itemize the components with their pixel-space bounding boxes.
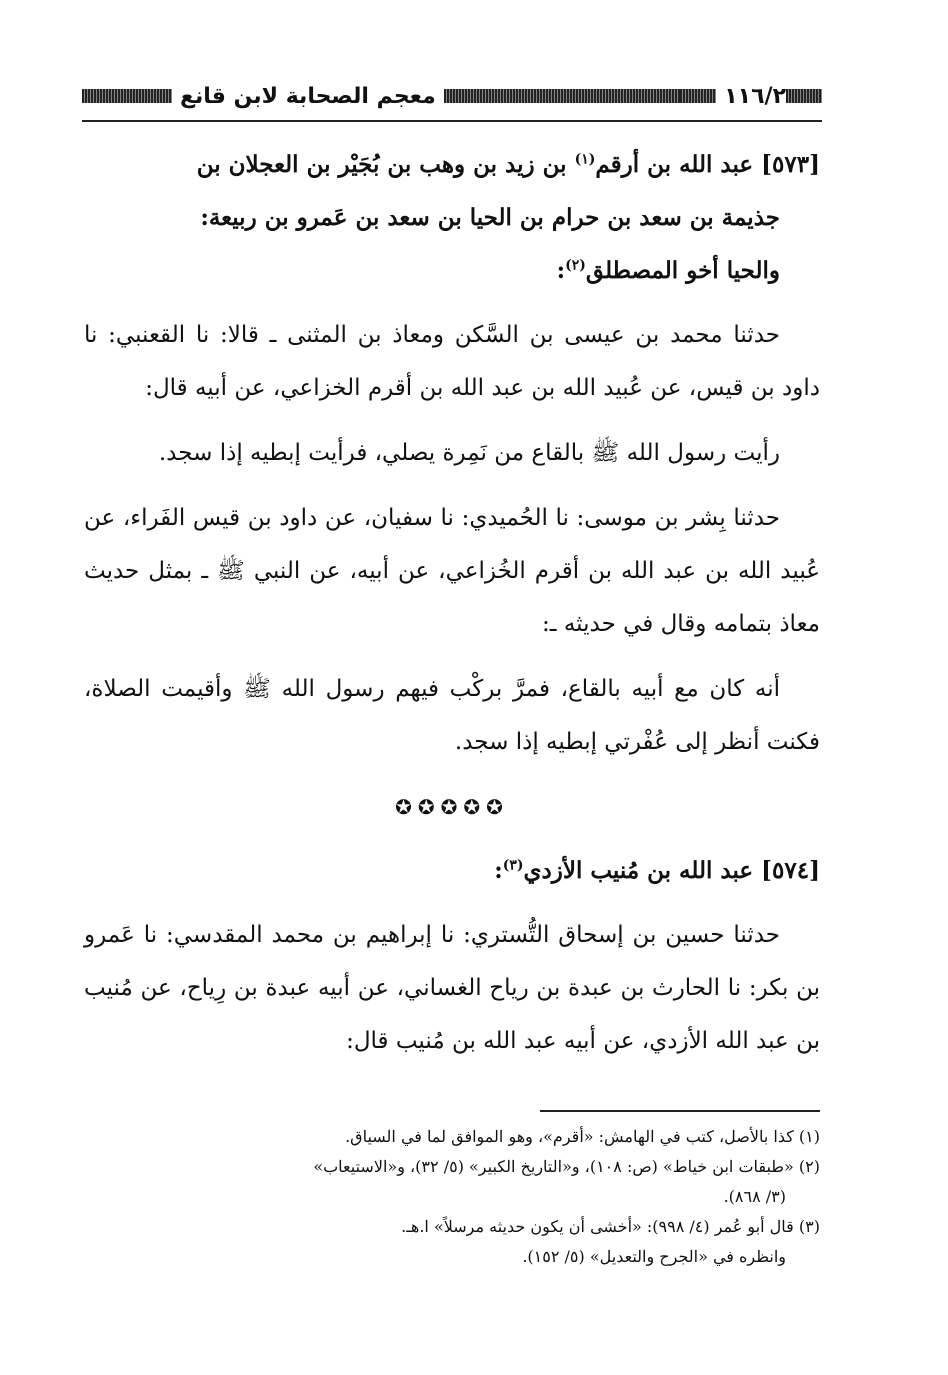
entry-573-lineage: بن زيد بن وهب بن بُجَيْر بن العجلان بن — [196, 151, 575, 178]
header-ornament-right — [786, 89, 822, 103]
footnote-3: (٣) قال أبو عُمر (٤/ ٩٩٨): «أخشى أن يكون حديثه مرسلاً» ا.هـ. — [401, 1217, 820, 1236]
hadith-chain-1: حدثنا محمد بن عيسى بن السَّكن ومعاذ بن المثنى ـ قالا: نا القعنبي: نا داود بن قيس، عن عُبيد الله بن عبد الله بن أقرم الخزاعي، عن أبيه قال: — [84, 322, 820, 401]
footnote-ref-1: (١) — [574, 151, 596, 168]
footnotes — [84, 1122, 820, 1272]
page-number: ١١٦/٢ — [724, 83, 786, 109]
entry-573-note — [84, 244, 820, 297]
hadith-text-2: أنه كان مع أبيه بالقاع، فمرَّ بركْب فيهم رسول الله ﷺ وأقيمت الصلاة، فكنت أنظر إلى عُفْرتي إبطيه إذا سجد. — [84, 676, 820, 755]
hadith-text-1: رأيت رسول الله ﷺ بالقاع من نَمِرة يصلي، فرأيت إبطيه إذا سجد. — [158, 440, 780, 466]
entry-573-note-text: والحيا أخو المصطلق — [585, 257, 780, 284]
footnote-2-cont: (٣/ ٨٦٨). — [723, 1187, 786, 1206]
header-rule — [82, 120, 822, 122]
footnote-rule — [540, 1110, 820, 1112]
footnote-ref-3: (٣) — [502, 857, 524, 874]
hadith-chain-3: حدثنا حسين بن إسحاق التُّستري: نا إبراهيم بن محمد المقدسي: نا عَمرو بن بكر: نا الحارث بن عبدة بن رياح الغساني، عن أبيه عبدة بن رِياح، عن مُنيب بن عبد الله الأزدي، عن أبيه عبد الله بن مُنيب قال: — [84, 922, 820, 1054]
entry-573-lineage-cont: جذيمة بن سعد بن حرام بن الحيا بن سعد بن عَمرو بن ربيعة: — [200, 204, 780, 231]
section-divider-stars: ✪✪✪✪✪ — [395, 795, 509, 819]
header-ornament-middle — [444, 89, 681, 103]
hadith-chain-2: حدثنا بِشر بن موسى: نا الحُميدي: نا سفيان، عن داود بن قيس الفَراء، عن عُبيد الله بن عبد الله بن أقرم الخُزاعي، عن أبيه، عن النبي ﷺ ـ بمثل حديث معاذ بتمامه وقال في حديثه ـ: — [84, 505, 820, 637]
footnote-ref-2: (٢) — [565, 257, 586, 274]
footnote-1: (١) كذا بالأصل، كتب في الهامش: «أقرم»، وهو الموافق لما في السياق. — [345, 1127, 820, 1146]
entry-573-heading — [84, 138, 820, 191]
header-ornament — [680, 89, 716, 103]
footnote-3-cont: وانظره في «الجرح والتعديل» (٥/ ١٥٢). — [522, 1247, 786, 1266]
entry-573-name: [٥٧٣] عبد الله بن أرقم — [595, 151, 820, 178]
book-title: معجم الصحابة لابن قانع — [180, 83, 436, 109]
entry-574-end: : — [494, 857, 503, 884]
header-ornament-left — [82, 89, 172, 103]
entry-573-note-end: : — [556, 257, 566, 284]
entry-574-name: [٥٧٤] عبد الله بن مُنيب الأزدي — [523, 857, 820, 884]
main-text — [84, 138, 820, 1080]
entry-574-heading — [84, 844, 820, 897]
running-header — [82, 80, 822, 112]
footnote-2: (٢) «طبقات ابن خياط» (ص: ١٠٨)، و«التاريخ الكبير» (٥/ ٣٢)، و«الاستيعاب» — [313, 1157, 820, 1176]
